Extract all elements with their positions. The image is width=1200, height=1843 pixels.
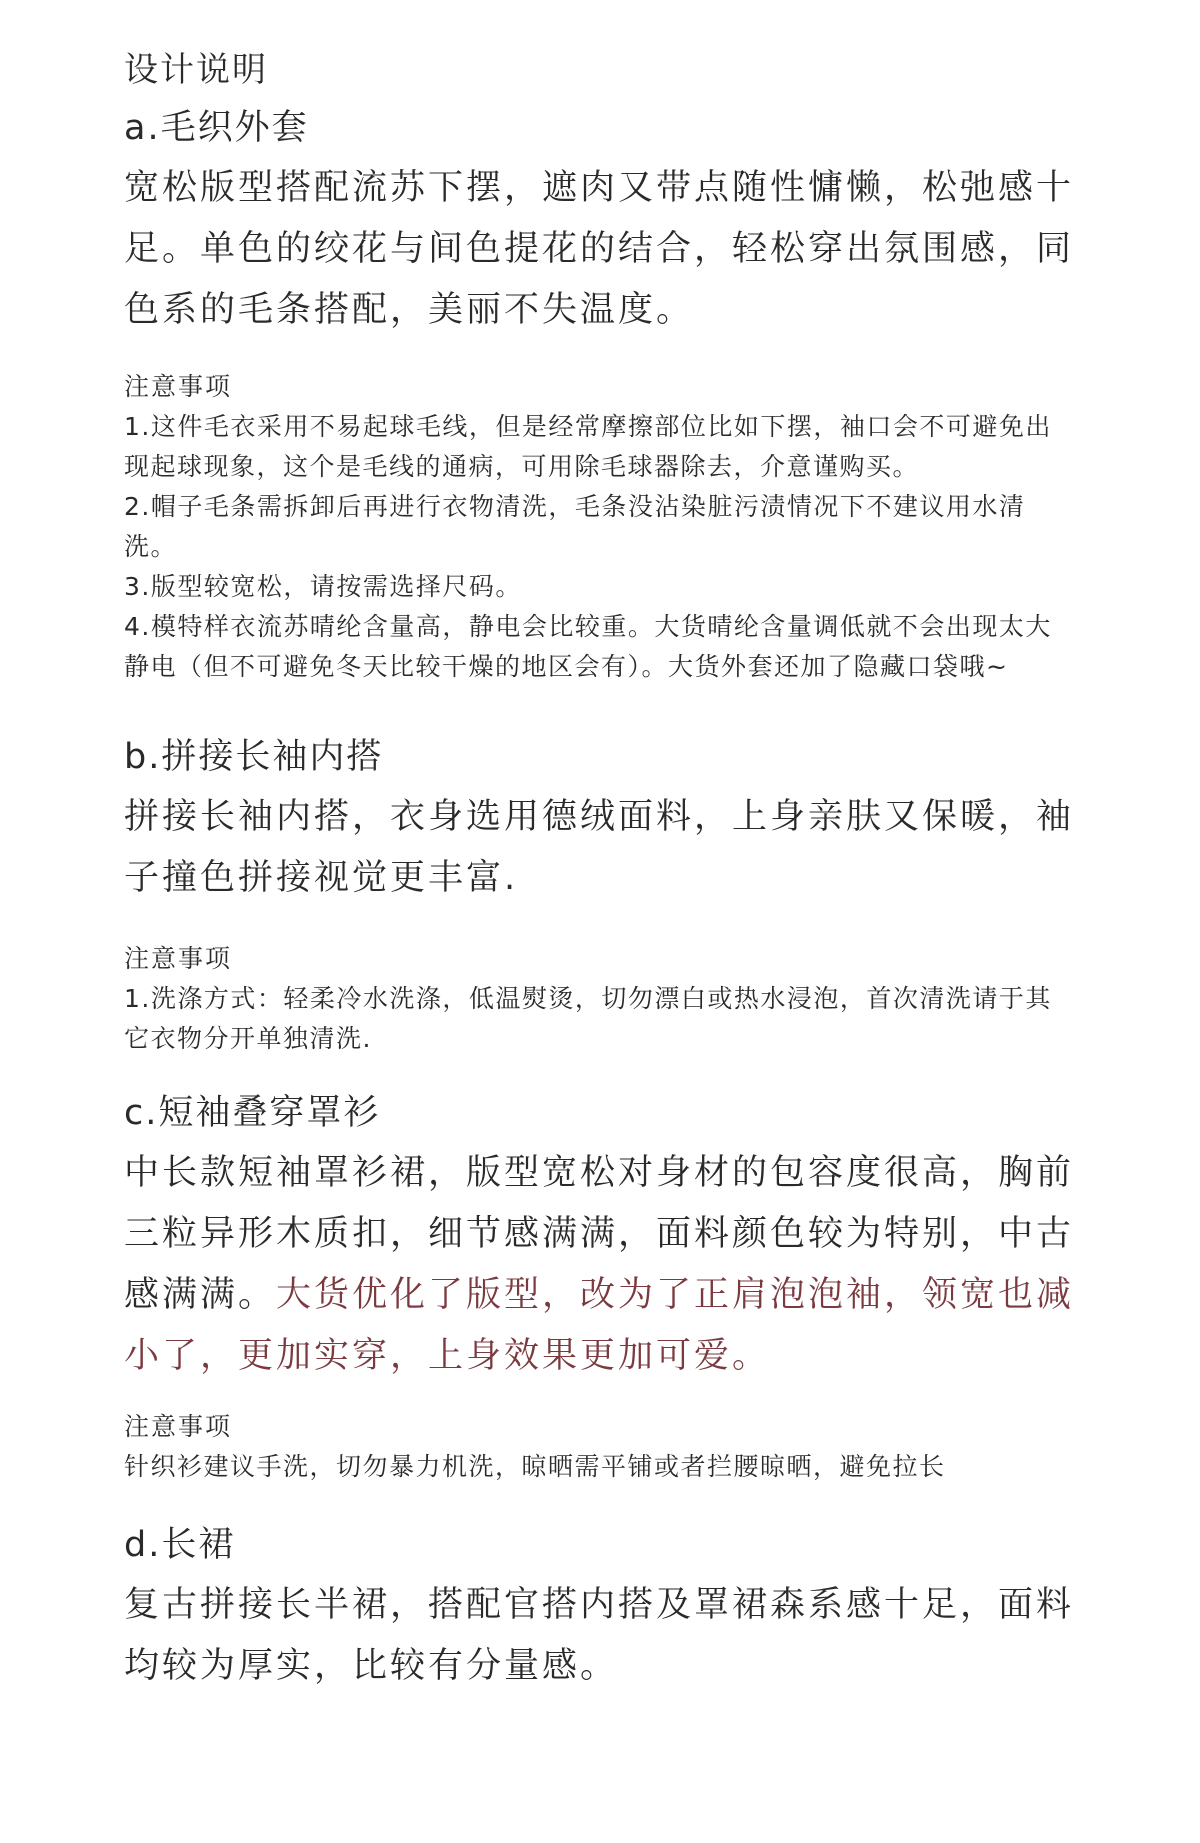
section-a-body: 宽松版型搭配流苏下摆，遮肉又带点随性慵懒，松弛感十足。单色的绞花与间色提花的结合，轻松穿出氛围感，同色系的毛条搭配，美丽不失温度。 [124, 168, 1075, 330]
section-c-body-accent: 大货优化了版型，改为了正肩泡泡袖，领宽也减小了，更加实穿，上身效果更加可爱。 [124, 1275, 1075, 1376]
section-c [124, 1085, 1076, 1487]
page-title: 设计说明 [124, 50, 268, 90]
section-d-body: 复古拼接长半裙，搭配官搭内搭及罩裙森系感十足，面料均较为厚实，比较有分量感。 [124, 1585, 1075, 1686]
section-a-notes [124, 367, 1076, 687]
section-c-note-1: 针织衫建议手洗，切勿暴力机洗，晾晒需平铺或者拦腰晾晒，避免拉长 [124, 1452, 946, 1481]
section-a [124, 100, 1076, 687]
section-d-heading: d.长裙 [124, 1525, 236, 1565]
section-a-note-4: 4.模特样衣流苏晴纶含量高，静电会比较重。大货晴纶含量调低就不会出现太大静电（但不可避免冬天比较干燥的地区会有）。大货外套还加了隐藏口袋哦~ [124, 612, 1052, 681]
section-a-heading: a.毛织外套 [124, 108, 309, 148]
section-b-heading: b.拼接长袖内搭 [124, 737, 384, 777]
section-b [124, 729, 1076, 1059]
section-b-notes-title: 注意事项 [124, 944, 233, 973]
section-b-note-1: 1.洗涤方式：轻柔冷水洗涤，低温熨烫，切勿漂白或热水浸泡，首次清洗请于其它衣物分开单独清洗. [124, 984, 1052, 1053]
section-a-note-2: 2.帽子毛条需拆卸后再进行衣物清洗，毛条没沾染脏污渍情况下不建议用水清洗。 [124, 492, 1026, 561]
section-b-body: 拼接长袖内搭，衣身选用德绒面料，上身亲肤又保暖，袖子撞色拼接视觉更丰富. [124, 797, 1075, 898]
section-c-body-text: 中长款短袖罩衫裙，版型宽松对身材的包容度很高，胸前三粒异形木质扣，细节感满满，面料颜色较为特别，中古感满满。 [124, 1153, 1075, 1315]
section-c-notes [124, 1407, 1076, 1487]
section-a-notes-title: 注意事项 [124, 372, 233, 401]
section-b-notes [124, 939, 1076, 1059]
section-a-note-3: 3.版型较宽松，请按需选择尺码。 [124, 572, 522, 601]
section-c-heading: c.短袖叠穿罩衫 [124, 1093, 381, 1133]
section-c-body [124, 1143, 1076, 1387]
section-d [124, 1517, 1076, 1697]
section-a-note-1: 1.这件毛衣采用不易起球毛线，但是经常摩擦部位比如下摆，袖口会不可避免出现起球现象，这个是毛线的通病，可用除毛球器除去，介意谨购买。 [124, 412, 1052, 481]
section-c-notes-title: 注意事项 [124, 1412, 233, 1441]
